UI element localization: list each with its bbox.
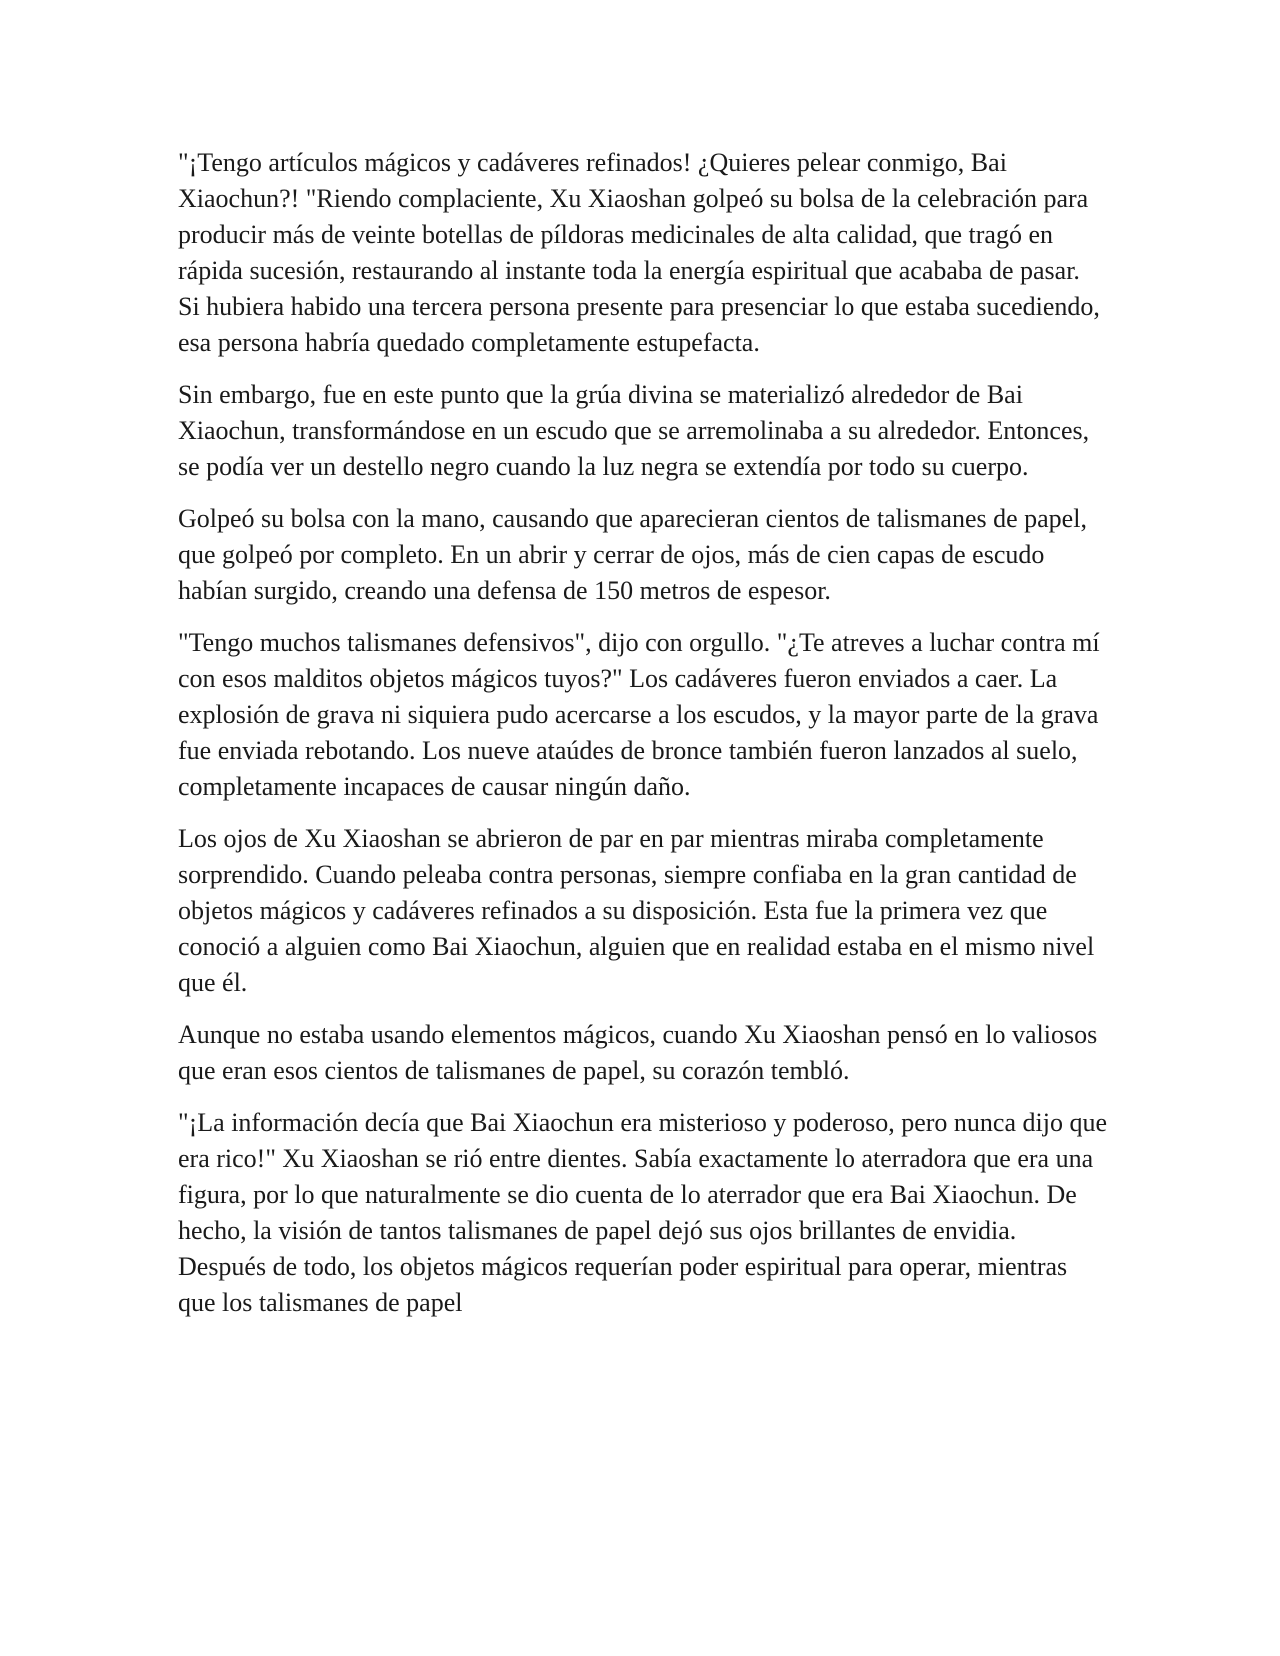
paragraph-1: "¡Tengo artículos mágicos y cadáveres refinados! ¿Quieres pelear conmigo, Bai Xiaochun?! "Riendo complaciente, Xu Xiaoshan golpeó su bolsa de la celebración para producir más de veinte botellas de píldoras medicinales de alta calidad, que tragó en rápida sucesión, restaurando al instante toda la energía espiritual que acababa de pasar. Si hubiera habido una tercera persona presente para presenciar lo que estaba sucediendo, esa persona habría quedado completamente estupefacta. bbox=[178, 148, 1100, 357]
paragraph-6: Aunque no estaba usando elementos mágicos, cuando Xu Xiaoshan pensó en lo valiosos que eran esos cientos de talismanes de papel, su corazón tembló. bbox=[178, 1020, 1098, 1085]
paragraph-7: "¡La información decía que Bai Xiaochun era misterioso y poderoso, pero nunca dijo que era rico!" Xu Xiaoshan se rió entre dientes. Sabía exactamente lo aterradora que era una figura, por lo que naturalmente se dio cuenta de lo aterrador que era Bai Xiaochun. De hecho, la visión de tantos talismanes de papel dejó sus ojos brillantes de envidia. Después de todo, los objetos mágicos requerían poder espiritual para operar, mientras que los talismanes de papel bbox=[178, 1108, 1107, 1317]
paragraph-4: "Tengo muchos talismanes defensivos", dijo con orgullo. "¿Te atreves a luchar contra mí con esos malditos objetos mágicos tuyos?" Los cadáveres fueron enviados a caer. La explosión de grava ni siquiera pudo acercarse a los escudos, y la mayor parte de la grava fue enviada rebotando. Los nueve ataúdes de bronce también fueron lanzados al suelo, completamente incapaces de causar ningún daño. bbox=[178, 628, 1100, 801]
paragraph-5: Los ojos de Xu Xiaoshan se abrieron de par en par mientras miraba completamente sorprendido. Cuando peleaba contra personas, siempre confiaba en la gran cantidad de objetos mágicos y cadáveres refinados a su disposición. Esta fue la primera vez que conoció a alguien como Bai Xiaochun, alguien que en realidad estaba en el mismo nivel que él. bbox=[178, 824, 1095, 997]
document-body bbox=[178, 145, 1108, 1337]
paragraph-2: Sin embargo, fue en este punto que la grúa divina se materializó alrededor de Bai Xiaochun, transformándose en un escudo que se arremolinaba a su alrededor. Entonces, se podía ver un destello negro cuando la luz negra se extendía por todo su cuerpo. bbox=[178, 380, 1090, 481]
paragraph-3: Golpeó su bolsa con la mano, causando que aparecieran cientos de talismanes de papel, que golpeó por completo. En un abrir y cerrar de ojos, más de cien capas de escudo habían surgido, creando una defensa de 150 metros de espesor. bbox=[178, 504, 1087, 605]
